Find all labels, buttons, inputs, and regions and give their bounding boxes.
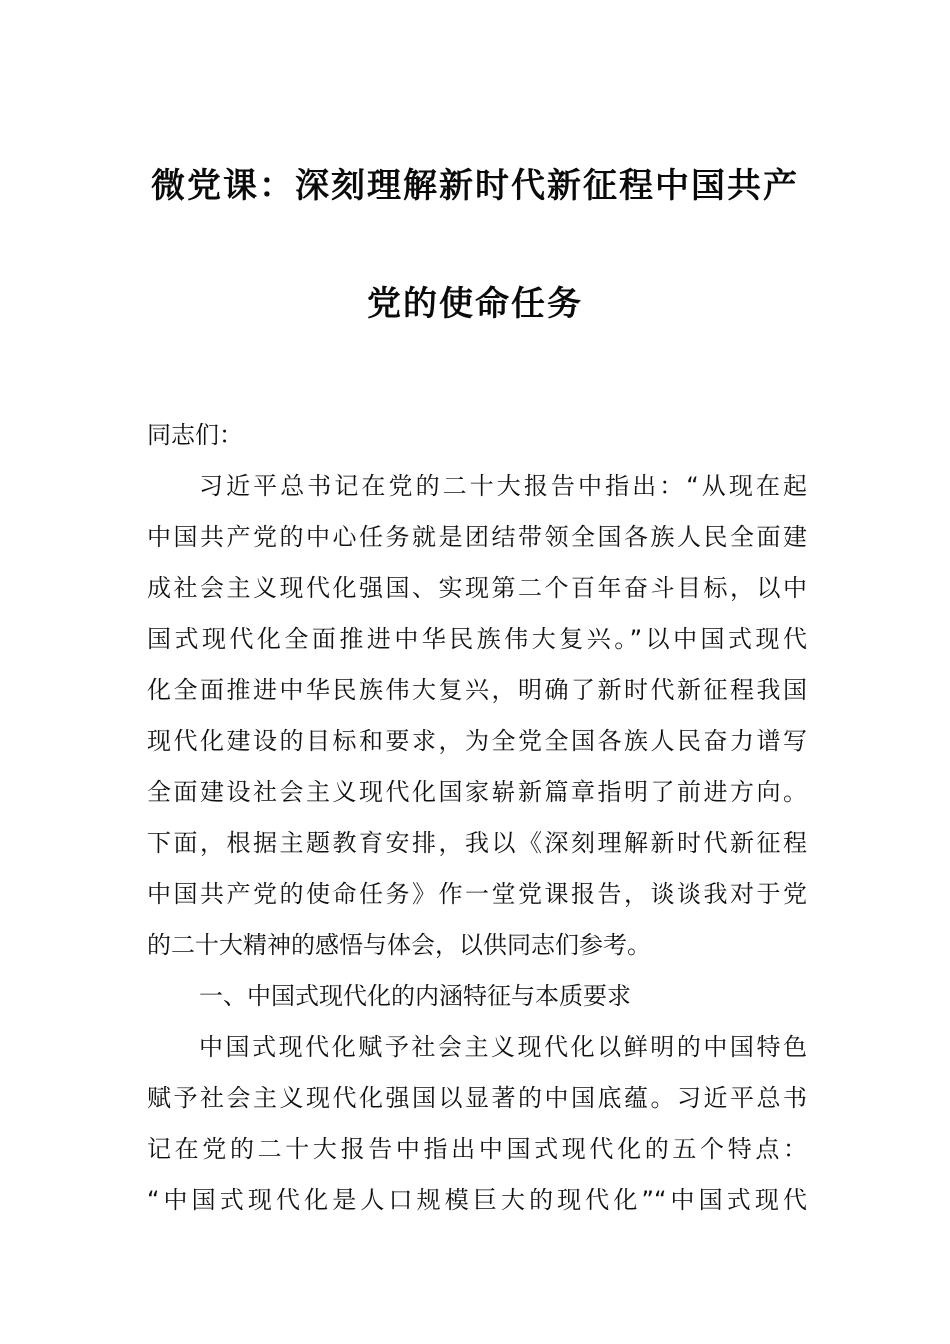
paragraph-line: 的二十大精神的感悟与体会，以供同志们参考。	[147, 931, 651, 959]
document-title-line-2: 党的使命任务	[367, 284, 583, 324]
document-body	[147, 410, 807, 1226]
paragraph-line: 赋予社会主义现代化强国以显著的中国底蕴。习近平总书	[147, 1084, 807, 1112]
paragraph-section-1	[147, 1022, 807, 1226]
paragraph-line: “中国式现代化是人口规模巨大的现代化”“中国式现代	[147, 1186, 807, 1214]
paragraph-line: 现代化建设的目标和要求，为全党全国各族人民奋力谱写	[147, 727, 807, 755]
paragraph-line: 习近平总书记在党的二十大报告中指出：“从现在起	[199, 472, 807, 500]
paragraph-intro	[147, 461, 807, 971]
document-title-line-1: 微党课：深刻理解新时代新征程中国共产	[151, 166, 799, 206]
paragraph-line: 记在党的二十大报告中指出中国式现代化的五个特点：	[147, 1135, 807, 1163]
salutation: 同志们：	[147, 421, 243, 449]
paragraph-line: 全面建设社会主义现代化国家崭新篇章指明了前进方向。	[147, 778, 807, 806]
paragraph-line: 中国共产党的使命任务》作一堂党课报告，谈谈我对于党	[147, 880, 807, 908]
paragraph-line: 成社会主义现代化强国、实现第二个百年奋斗目标，以中	[147, 574, 807, 602]
paragraph-line: 中国式现代化赋予社会主义现代化以鲜明的中国特色	[199, 1033, 807, 1061]
paragraph-line: 中国共产党的中心任务就是团结带领全国各族人民全面建	[147, 523, 807, 551]
section-heading	[147, 971, 807, 1022]
paragraph-line: 国式现代化全面推进中华民族伟大复兴。”以中国式现代	[147, 625, 807, 653]
paragraph-line: 化全面推进中华民族伟大复兴，明确了新时代新征程我国	[147, 676, 807, 704]
paragraph-line: 下面，根据主题教育安排，我以《深刻理解新时代新征程	[147, 829, 807, 857]
section-heading-text: 一、中国式现代化的内涵特征与本质要求	[199, 982, 631, 1010]
